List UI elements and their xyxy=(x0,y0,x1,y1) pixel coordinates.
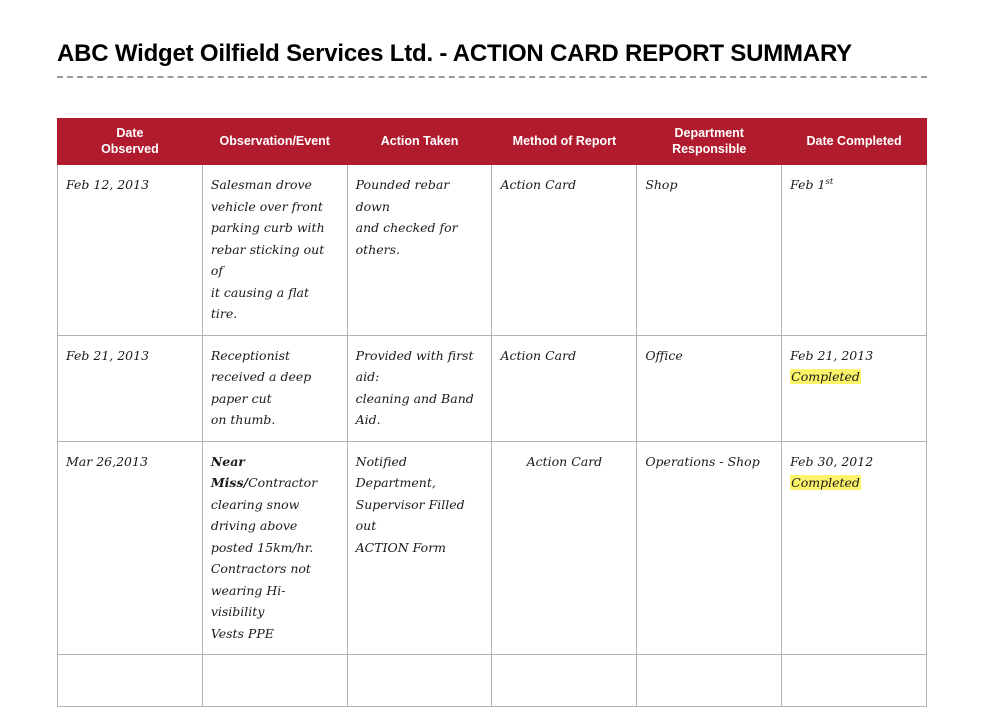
column-header-method-of-report: Method of Report xyxy=(492,119,637,165)
cell-department-responsible: Operations - Shop xyxy=(637,441,782,655)
table-header xyxy=(58,119,927,165)
cell-action-taken xyxy=(347,441,492,655)
cell-action-taken xyxy=(347,165,492,336)
cell-observation-event xyxy=(202,335,347,441)
cell-method-of-report: Action Card xyxy=(492,335,637,441)
column-header-date-observed xyxy=(58,119,203,165)
page-title: ABC Widget Oilfield Services Ltd. - ACTION CARD REPORT SUMMARY xyxy=(57,40,852,67)
ordinal-suffix: st xyxy=(825,177,834,188)
cell-department-responsible xyxy=(637,655,782,707)
completed-highlight: Completed xyxy=(791,475,860,491)
cell-date-observed: Feb 21, 2013 xyxy=(58,335,203,441)
observation-line: driving above posted 15km/hr. xyxy=(210,518,314,555)
date-completed-value: Feb 21, 2013 xyxy=(790,347,874,363)
column-header-date-completed: Date Completed xyxy=(782,119,927,165)
cell-department-responsible: Shop xyxy=(637,165,782,336)
title-divider xyxy=(57,76,927,78)
observation-line: Contractor clearing snow xyxy=(210,475,318,512)
action-line: ACTION Form xyxy=(355,539,447,555)
department-header-line2: Responsible xyxy=(672,141,747,156)
action-line: Provided with first aid: xyxy=(355,347,474,385)
cell-observation-event xyxy=(202,165,347,336)
completed-highlight: Completed xyxy=(791,369,860,385)
cell-observation-event xyxy=(202,441,347,655)
cell-method-of-report: Action Card xyxy=(492,441,637,655)
cell-date-completed xyxy=(782,335,927,441)
table-row xyxy=(58,655,927,707)
observation-line: Receptionist received a deep paper cut xyxy=(210,347,312,406)
action-line: and checked for others. xyxy=(355,220,458,257)
near-miss-label: Near Miss/ xyxy=(210,453,249,491)
cell-action-taken xyxy=(347,335,492,441)
observation-line: Contractors not wearing Hi-visibility xyxy=(210,561,311,620)
cell-method-of-report: Action Card xyxy=(492,165,637,336)
cell-date-completed xyxy=(782,441,927,655)
cell-date-observed: Mar 26,2013 xyxy=(58,441,203,655)
action-line: cleaning and Band Aid. xyxy=(355,390,474,428)
action-line: Supervisor Filled out xyxy=(355,496,465,534)
cell-method-of-report xyxy=(492,655,637,707)
action-card-report-table-wrapper xyxy=(57,118,927,707)
column-header-action-taken: Action Taken xyxy=(347,119,492,165)
table-body xyxy=(58,165,927,707)
cell-date-completed xyxy=(782,655,927,707)
table-header-row xyxy=(58,119,927,165)
action-line: Notified Department, xyxy=(355,453,436,491)
table-row xyxy=(58,165,927,336)
date-completed-value: Feb 1 xyxy=(790,177,826,193)
completed-status-badge xyxy=(790,366,918,388)
observation-line: it causing a flat tire. xyxy=(210,284,310,322)
observation-line: parking curb with rebar sticking out of xyxy=(210,220,325,279)
date-observed-header-line1: Date xyxy=(116,126,144,140)
cell-observation-event xyxy=(202,655,347,707)
completed-status-badge xyxy=(790,472,918,494)
action-card-report-table xyxy=(57,118,927,707)
department-header-line1: Department xyxy=(674,126,744,140)
action-line: Pounded rebar down xyxy=(355,177,450,214)
column-header-department-responsible xyxy=(637,119,782,165)
cell-department-responsible: Office xyxy=(637,335,782,441)
observation-line: Salesman drove vehicle over front xyxy=(210,177,323,214)
observation-line: on thumb. xyxy=(210,412,276,428)
table-row xyxy=(58,335,927,441)
cell-date-observed: Feb 12, 2013 xyxy=(58,165,203,336)
date-observed-header-line2: Observed xyxy=(101,141,159,156)
date-completed-value: Feb 30, 2012 xyxy=(790,453,874,469)
cell-date-completed xyxy=(782,165,927,336)
cell-date-observed xyxy=(58,655,203,707)
table-row xyxy=(58,441,927,655)
cell-action-taken xyxy=(347,655,492,707)
column-header-observation-event: Observation/Event xyxy=(202,119,347,165)
observation-line: Vests PPE xyxy=(210,625,274,641)
